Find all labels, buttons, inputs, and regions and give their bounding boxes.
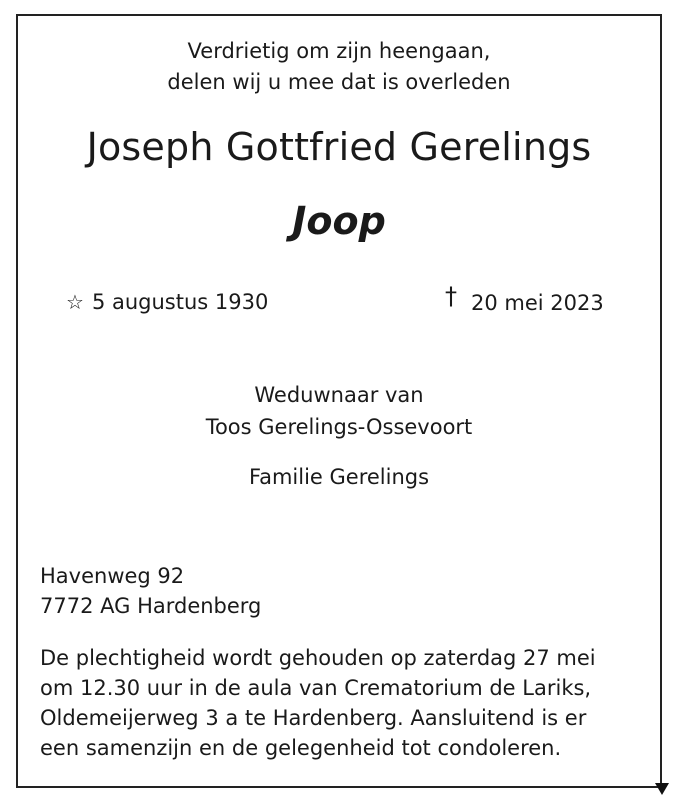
- widower-line-2: Toos Gerelings-Ossevoort: [205, 415, 473, 439]
- widower-text: [16, 379, 662, 443]
- birth-date: 5 augustus 1930: [91, 290, 269, 314]
- family-signature: Familie Gerelings: [248, 465, 430, 489]
- birth-date-row: [66, 287, 268, 317]
- death-date: 20 mei 2023: [471, 291, 604, 315]
- ceremony-line-3: Oldemeijerweg 3 a te Hardenberg. Aansluitend is er: [40, 706, 587, 730]
- ceremony-details: [40, 643, 640, 763]
- intro-line-2: delen wij u mee dat is overleden: [167, 70, 511, 94]
- deceased-nickname: Joop: [292, 199, 386, 243]
- ceremony-line-4: een samenzijn en de gelegenheid tot condoleren.: [40, 736, 562, 760]
- ceremony-line-1: De plechtigheid wordt gehouden op zaterdag 27 mei: [40, 646, 596, 670]
- triangle-down-icon: [655, 783, 669, 795]
- address-block: [40, 561, 261, 621]
- death-date-row: [445, 282, 604, 318]
- ceremony-line-2: om 12.30 uur in de aula van Crematorium de Lariks,: [40, 676, 592, 700]
- address-line-2: 7772 AG Hardenberg: [40, 594, 262, 618]
- address-line-1: Havenweg 92: [40, 564, 185, 588]
- intro-line-1: Verdrietig om zijn heengaan,: [187, 39, 491, 63]
- intro-text: [16, 36, 662, 98]
- star-icon: ☆: [66, 290, 84, 314]
- cross-icon: †: [445, 282, 457, 310]
- widower-line-1: Weduwnaar van: [254, 383, 424, 407]
- deceased-full-name: Joseph Gottfried Gerelings: [86, 125, 592, 169]
